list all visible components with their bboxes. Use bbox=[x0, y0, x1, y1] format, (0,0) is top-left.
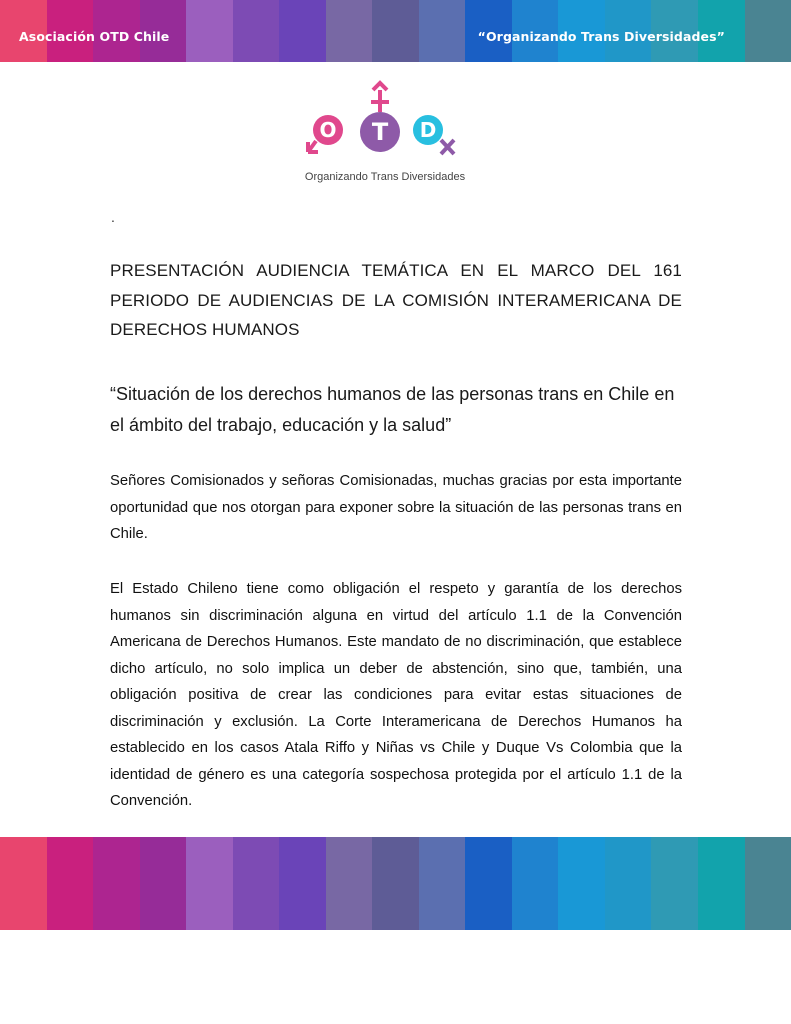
color-stripe bbox=[186, 0, 233, 62]
organization-name: Asociación OTD Chile bbox=[19, 29, 170, 44]
color-stripe bbox=[745, 837, 791, 930]
color-stripe bbox=[233, 0, 280, 62]
logo-letter-d: D bbox=[419, 118, 437, 142]
color-stripe bbox=[372, 0, 419, 62]
color-stripe bbox=[279, 0, 326, 62]
logo-caption: Organizando Trans Diversidades bbox=[304, 171, 466, 183]
color-stripe bbox=[233, 837, 280, 930]
document-subtitle: “Situación de los derechos humanos de las personas trans en Chile en el ámbito del trabajo, educación y la salud” bbox=[110, 384, 675, 435]
paragraph-legal-obligation: El Estado Chileno tiene como obligación el respeto y garantía de los derechos humanos sin discriminación alguna en virtud del artículo 1.1 de la Convención Americana de Derechos Humanos. Este mandato de no discriminación, que establece dicho artículo, no solo implica un deber de abstención, sino que, también, una obligación positiva de crear las condiciones para evitar estas situaciones de discriminación y exclusión. La Corte Interamericana de Derechos Humanos ha establecido en los casos Atala Riffo y Niñas vs Chile y Duque Vs Colombia que la identidad de género es una categoría sospechosa protegida por el artículo 1.1 de la Convención. bbox=[110, 581, 682, 809]
color-stripe bbox=[0, 837, 47, 930]
otd-logo bbox=[300, 80, 470, 185]
color-stripe bbox=[698, 837, 745, 930]
logo-letter-o: O bbox=[319, 118, 337, 142]
color-stripe bbox=[419, 837, 466, 930]
organization-slogan: “Organizando Trans Diversidades” bbox=[477, 29, 725, 44]
color-stripe bbox=[93, 837, 140, 930]
color-stripe bbox=[745, 0, 791, 62]
color-stripe bbox=[651, 837, 698, 930]
color-stripe bbox=[326, 0, 373, 62]
logo-letter-t: T bbox=[371, 118, 389, 146]
color-stripe bbox=[512, 837, 559, 930]
color-stripe bbox=[605, 837, 652, 930]
text-marker: . bbox=[111, 209, 115, 225]
footer-stripe-band bbox=[0, 837, 791, 930]
color-stripe bbox=[419, 0, 466, 62]
color-stripe bbox=[279, 837, 326, 930]
color-stripe bbox=[326, 837, 373, 930]
color-stripe bbox=[372, 837, 419, 930]
paragraph-greeting: Señores Comisionados y señoras Comisionadas, muchas gracias por esta importante oportunidad que nos otorgan para exponer sobre la situación de las personas trans en Chile. bbox=[110, 473, 682, 542]
color-stripe bbox=[47, 837, 94, 930]
color-stripe bbox=[558, 837, 605, 930]
color-stripe bbox=[140, 837, 187, 930]
color-stripe bbox=[465, 837, 512, 930]
document-title: PRESENTACIÓN AUDIENCIA TEMÁTICA EN EL MARCO DEL 161 PERIODO DE AUDIENCIAS DE LA COMISIÓN INTERAMERICANA DE DERECHOS HUMANOS bbox=[110, 261, 682, 339]
color-stripe bbox=[186, 837, 233, 930]
